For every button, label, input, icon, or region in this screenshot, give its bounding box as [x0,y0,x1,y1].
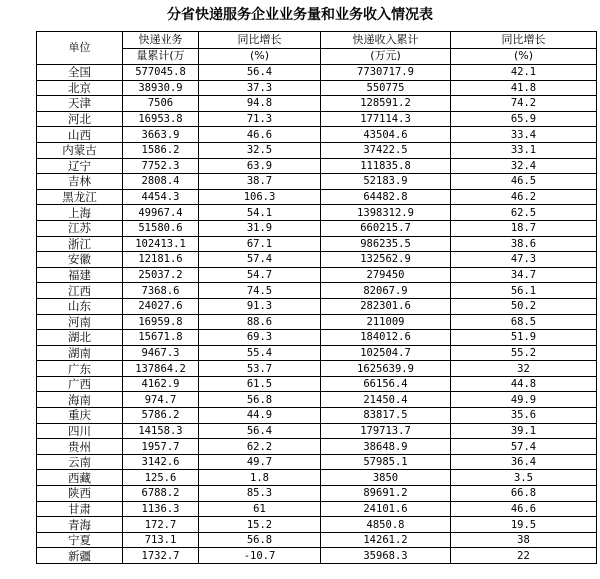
region-cell: 湖北 [37,330,123,346]
revenue-growth-cell: 18.7 [451,220,597,236]
header-revenue: 快递收入累计 [321,32,451,49]
table-row [37,189,597,205]
volume-cell: 1586.2 [123,142,199,158]
volume-growth-cell: 49.7 [199,454,321,470]
volume-cell: 38930.9 [123,80,199,96]
region-cell: 青海 [37,517,123,533]
header-region: 单位 [37,32,123,65]
table-row [37,345,597,361]
revenue-cell: 550775 [321,80,451,96]
table-row [37,283,597,299]
table-body [37,65,597,564]
revenue-cell: 38648.9 [321,439,451,455]
volume-cell: 14158.3 [123,423,199,439]
region-cell: 重庆 [37,408,123,424]
header-volume-line1: 快递业务 [123,32,199,49]
table-row [37,517,597,533]
volume-cell: 137864.2 [123,361,199,377]
volume-growth-cell: 62.2 [199,439,321,455]
revenue-cell: 52183.9 [321,174,451,190]
table-row [37,252,597,268]
table-row [37,439,597,455]
volume-growth-cell: 94.8 [199,96,321,112]
region-cell: 四川 [37,423,123,439]
header-volume-line2: 量累计(万 [123,49,199,65]
volume-cell: 16959.8 [123,314,199,330]
volume-cell: 51580.6 [123,220,199,236]
volume-growth-cell: 32.5 [199,142,321,158]
volume-cell: 3663.9 [123,127,199,143]
revenue-growth-cell: 46.5 [451,174,597,190]
table-row [37,174,597,190]
revenue-cell: 132562.9 [321,252,451,268]
region-cell: 贵州 [37,439,123,455]
revenue-growth-cell: 49.9 [451,392,597,408]
revenue-growth-cell: 62.5 [451,205,597,221]
region-cell: 江苏 [37,220,123,236]
table-row [37,220,597,236]
volume-cell: 1136.3 [123,501,199,517]
table-row [37,111,597,127]
revenue-growth-cell: 35.6 [451,408,597,424]
table-row [37,486,597,502]
volume-cell: 15671.8 [123,330,199,346]
header-revenue-growth-unit: (%) [451,49,597,65]
region-cell: 新疆 [37,548,123,564]
region-cell: 天津 [37,96,123,112]
revenue-cell: 102504.7 [321,345,451,361]
region-cell: 安徽 [37,252,123,268]
revenue-growth-cell: 74.2 [451,96,597,112]
table-row [37,361,597,377]
volume-growth-cell: 46.6 [199,127,321,143]
volume-cell: 125.6 [123,470,199,486]
revenue-growth-cell: 34.7 [451,267,597,283]
volume-cell: 7752.3 [123,158,199,174]
region-cell: 浙江 [37,236,123,252]
volume-growth-cell: 71.3 [199,111,321,127]
revenue-cell: 1625639.9 [321,361,451,377]
revenue-cell: 24101.6 [321,501,451,517]
volume-growth-cell: 44.9 [199,408,321,424]
revenue-cell: 37422.5 [321,142,451,158]
table-title: 分省快递服务企业业务量和业务收入情况表 [167,7,433,23]
region-cell: 河北 [37,111,123,127]
volume-cell: 7368.6 [123,283,199,299]
volume-cell: 172.7 [123,517,199,533]
region-cell: 广西 [37,376,123,392]
revenue-growth-cell: 32 [451,361,597,377]
volume-growth-cell: 54.7 [199,267,321,283]
revenue-growth-cell: 3.5 [451,470,597,486]
volume-cell: 3142.6 [123,454,199,470]
header-volume-growth-unit: (%) [199,49,321,65]
volume-cell: 9467.3 [123,345,199,361]
region-cell: 吉林 [37,174,123,190]
revenue-growth-cell: 66.8 [451,486,597,502]
region-cell: 河南 [37,314,123,330]
volume-growth-cell: 56.4 [199,423,321,439]
volume-cell: 4162.9 [123,376,199,392]
revenue-cell: 184012.6 [321,330,451,346]
revenue-cell: 179713.7 [321,423,451,439]
volume-cell: 16953.8 [123,111,199,127]
volume-cell: 1957.7 [123,439,199,455]
volume-cell: 1732.7 [123,548,199,564]
table-row [37,298,597,314]
revenue-cell: 64482.8 [321,189,451,205]
region-cell: 内蒙古 [37,142,123,158]
volume-cell: 5786.2 [123,408,199,424]
revenue-cell: 660215.7 [321,220,451,236]
volume-cell: 2808.4 [123,174,199,190]
revenue-cell: 57985.1 [321,454,451,470]
volume-growth-cell: 61 [199,501,321,517]
table-row [37,423,597,439]
volume-growth-cell: 69.3 [199,330,321,346]
table-row [37,376,597,392]
revenue-cell: 279450 [321,267,451,283]
revenue-growth-cell: 57.4 [451,439,597,455]
table-row [37,392,597,408]
region-cell: 上海 [37,205,123,221]
revenue-cell: 128591.2 [321,96,451,112]
volume-growth-cell: 63.9 [199,158,321,174]
volume-growth-cell: 56.8 [199,532,321,548]
volume-growth-cell: 38.7 [199,174,321,190]
volume-growth-cell: 88.6 [199,314,321,330]
region-cell: 黑龙江 [37,189,123,205]
table-row [37,65,597,81]
revenue-cell: 986235.5 [321,236,451,252]
volume-cell: 974.7 [123,392,199,408]
volume-growth-cell: 91.3 [199,298,321,314]
table-row [37,158,597,174]
table-row [37,236,597,252]
revenue-growth-cell: 50.2 [451,298,597,314]
revenue-growth-cell: 51.9 [451,330,597,346]
table-row [37,267,597,283]
revenue-cell: 66156.4 [321,376,451,392]
volume-cell: 6788.2 [123,486,199,502]
volume-growth-cell: 15.2 [199,517,321,533]
revenue-growth-cell: 65.9 [451,111,597,127]
volume-growth-cell: 54.1 [199,205,321,221]
revenue-cell: 1398312.9 [321,205,451,221]
revenue-growth-cell: 44.8 [451,376,597,392]
revenue-growth-cell: 32.4 [451,158,597,174]
region-cell: 福建 [37,267,123,283]
volume-growth-cell: 56.8 [199,392,321,408]
region-cell: 江西 [37,283,123,299]
volume-growth-cell: 61.5 [199,376,321,392]
revenue-growth-cell: 19.5 [451,517,597,533]
volume-growth-cell: 57.4 [199,252,321,268]
revenue-growth-cell: 36.4 [451,454,597,470]
volume-cell: 4454.3 [123,189,199,205]
volume-growth-cell: 56.4 [199,65,321,81]
revenue-growth-cell: 38 [451,532,597,548]
region-cell: 宁夏 [37,532,123,548]
table-row [37,127,597,143]
revenue-growth-cell: 39.1 [451,423,597,439]
revenue-cell: 35968.3 [321,548,451,564]
table-row [37,142,597,158]
region-cell: 海南 [37,392,123,408]
volume-growth-cell: 67.1 [199,236,321,252]
table-row [37,454,597,470]
table-row [37,532,597,548]
region-cell: 北京 [37,80,123,96]
table-row [37,548,597,564]
region-cell: 辽宁 [37,158,123,174]
volume-growth-cell: -10.7 [199,548,321,564]
revenue-cell: 14261.2 [321,532,451,548]
express-stats-table [36,31,597,564]
volume-growth-cell: 1.8 [199,470,321,486]
region-cell: 湖南 [37,345,123,361]
table-row [37,470,597,486]
volume-growth-cell: 106.3 [199,189,321,205]
volume-cell: 102413.1 [123,236,199,252]
region-cell: 西藏 [37,470,123,486]
revenue-growth-cell: 56.1 [451,283,597,299]
volume-cell: 713.1 [123,532,199,548]
table-row [37,205,597,221]
region-cell: 广东 [37,361,123,377]
region-cell: 山东 [37,298,123,314]
volume-cell: 24027.6 [123,298,199,314]
volume-growth-cell: 53.7 [199,361,321,377]
revenue-growth-cell: 46.6 [451,501,597,517]
revenue-cell: 177114.3 [321,111,451,127]
revenue-growth-cell: 33.4 [451,127,597,143]
revenue-growth-cell: 22 [451,548,597,564]
volume-growth-cell: 74.5 [199,283,321,299]
revenue-growth-cell: 38.6 [451,236,597,252]
volume-growth-cell: 37.3 [199,80,321,96]
revenue-cell: 21450.4 [321,392,451,408]
revenue-cell: 83817.5 [321,408,451,424]
revenue-cell: 3850 [321,470,451,486]
volume-cell: 7506 [123,96,199,112]
table-row [37,408,597,424]
volume-growth-cell: 55.4 [199,345,321,361]
revenue-cell: 43504.6 [321,127,451,143]
revenue-growth-cell: 42.1 [451,65,597,81]
revenue-cell: 7730717.9 [321,65,451,81]
revenue-cell: 4850.8 [321,517,451,533]
table-row [37,80,597,96]
revenue-growth-cell: 46.2 [451,189,597,205]
revenue-growth-cell: 55.2 [451,345,597,361]
revenue-cell: 282301.6 [321,298,451,314]
header-revenue-growth: 同比增长 [451,32,597,49]
header-volume-growth: 同比增长 [199,32,321,49]
region-cell: 云南 [37,454,123,470]
revenue-growth-cell: 68.5 [451,314,597,330]
volume-growth-cell: 31.9 [199,220,321,236]
revenue-cell: 111835.8 [321,158,451,174]
revenue-cell: 82067.9 [321,283,451,299]
revenue-growth-cell: 33.1 [451,142,597,158]
region-cell: 陕西 [37,486,123,502]
table-row [37,96,597,112]
volume-cell: 577045.8 [123,65,199,81]
region-cell: 全国 [37,65,123,81]
volume-cell: 12181.6 [123,252,199,268]
revenue-growth-cell: 47.3 [451,252,597,268]
header-revenue-unit: (万元) [321,49,451,65]
table-row [37,501,597,517]
revenue-cell: 211009 [321,314,451,330]
region-cell: 甘肃 [37,501,123,517]
revenue-growth-cell: 41.8 [451,80,597,96]
volume-cell: 25037.2 [123,267,199,283]
region-cell: 山西 [37,127,123,143]
volume-cell: 49967.4 [123,205,199,221]
volume-growth-cell: 85.3 [199,486,321,502]
revenue-cell: 89691.2 [321,486,451,502]
table-row [37,314,597,330]
table-row [37,330,597,346]
